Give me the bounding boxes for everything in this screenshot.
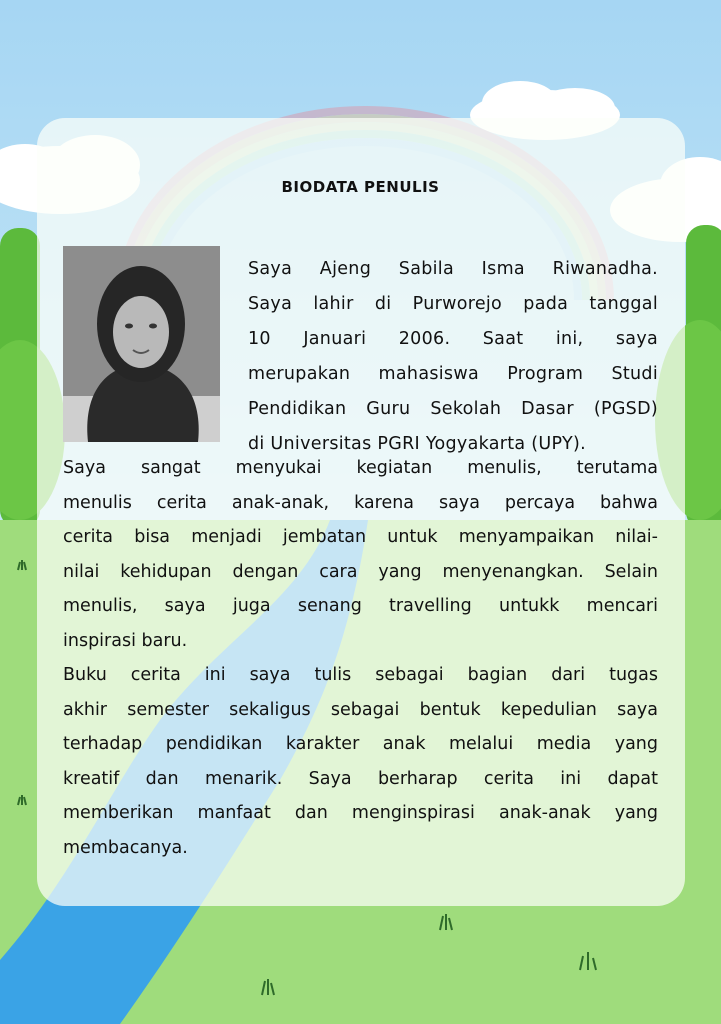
body-line: cerita bisa menjadi jembatan untuk menyampaikan nilai-: [63, 527, 658, 547]
intro-line: Saya Ajeng Sabila Isma Riwanadha.: [248, 259, 658, 279]
body-paragraph: [63, 451, 658, 865]
author-photo: [63, 246, 220, 442]
body-line: membacanya.: [63, 837, 188, 858]
body-line: terhadap pendidikan karakter anak melalui media yang: [63, 734, 658, 754]
intro-line: 10 Januari 2006. Saat ini, saya: [248, 329, 658, 349]
intro-line: Pendidikan Guru Sekolah Dasar (PGSD): [248, 399, 658, 419]
page-title: BIODATA PENULIS: [281, 178, 440, 196]
body-line: akhir semester sekaligus sebagai bentuk kepedulian saya: [63, 699, 658, 720]
body-line: menulis, saya juga senang travelling untukk mencari: [63, 596, 658, 616]
intro-line: merupakan mahasiswa Program Studi: [248, 364, 658, 384]
intro-line: Saya lahir di Purworejo pada tanggal: [248, 294, 658, 314]
intro-paragraph: [248, 252, 658, 462]
intro-line: di Universitas PGRI Yogyakarta (UPY).: [248, 434, 586, 454]
portrait-icon: [63, 246, 220, 442]
body-line: memberikan manfaat dan menginspirasi anak-anak yang: [63, 803, 658, 823]
body-line: inspirasi baru.: [63, 630, 188, 651]
body-line: kreatif dan menarik. Saya berharap cerita ini dapat: [63, 768, 658, 789]
body-line: menulis cerita anak-anak, karena saya percaya bahwa: [63, 492, 658, 513]
body-line: Buku cerita ini saya tulis sebagai bagian dari tugas: [63, 665, 658, 685]
body-line: Saya sangat menyukai kegiatan menulis, terutama: [63, 458, 658, 478]
body-line: nilai kehidupan dengan cara yang menyenangkan. Selain: [63, 561, 658, 582]
